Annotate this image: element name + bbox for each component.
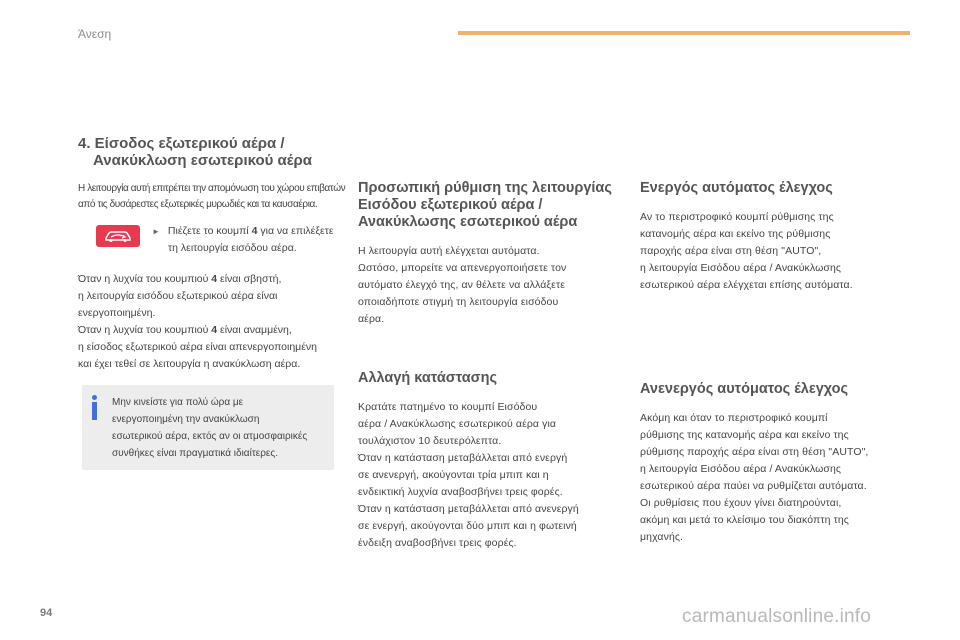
car-recirculation-icon: [96, 225, 140, 247]
personal-settings-title: Προσωπική ρύθμιση της λειτουργίας Εισόδου εξωτερικού αέρα / Ανακύκλωσης εσωτερικού αέρα: [358, 180, 612, 230]
button-instruction: [78, 223, 348, 257]
info-icon: [89, 395, 99, 423]
button-instruction-text: ► Πιέζετε το κουμπί 4 για να επιλέξετε τη λειτουργία εισόδου αέρα.: [152, 225, 334, 254]
section-4-intro: Η λειτουργία αυτή επιτρέπει την απομόνωση του χώρου επιβατών από τις δυσάρεστες εξωτερικές μυρωδιές και τα καυσαέρια.: [78, 183, 346, 210]
header-accent-rule: [458, 31, 910, 35]
inactive-auto-text: Ακόμη και όταν το περιστροφικό κουμπί ρύθμισης της κατανομής αέρα και εκείνο της ρύθμισης παροχής αέρα είναι στη θέση "AUTO", η λειτουργία Εισόδου αέρα / Ανακύκλωσης εσωτερικού αέρα παύει να ρυθμίζεται αυτόματα. Οι ρυθμίσεις που έχουν γίνει διατηρούνται, ακόμη και μετά το κλείσιμο του διακόπτη της μηχανής.: [640, 412, 869, 543]
watermark: carmanualsonline.info: [682, 606, 872, 627]
personal-settings-text: Η λειτουργία αυτή ελέγχεται αυτόματα. Ωστόσο, μπορείτε να απενεργοποιήσετε τον αυτόματο έλεγχό της, αν θέλετε να αλλάξετε οποιαδήποτε στιγμή τη λειτουργία εισόδου αέρα.: [358, 245, 567, 325]
section-4-body: Όταν η λυχνία του κουμπιού 4 είναι σβηστή, η λειτουργία εισόδου εξωτερικού αέρα είναι ενεργοποιημένη. Όταν η λυχνία του κουμπιού 4 είναι αναμμένη, η είσοδος εξωτερικού αέρα είναι απενεργοποιημένη και έχει τεθεί σε λειτουργία η ανακύκλωση αέρα.: [78, 273, 318, 370]
section-4-title: 4. Είσοδος εξωτερικού αέρα / Ανακύκλωση εσωτερικού αέρα: [78, 135, 313, 169]
chapter-title: Άνεση: [78, 27, 112, 41]
inactive-auto-title: Ανενεργός αυτόματος έλεγχος: [640, 381, 849, 397]
inactive-auto-section: [640, 381, 912, 546]
section-4-column: [78, 135, 348, 470]
active-auto-text: Αν το περιστροφικό κουμπί ρύθμισης της κατανομής αέρα και εκείνο της ρύθμισης παροχής αέρα είναι στη θέση "AUTO", η λειτουργία Εισόδου αέρα / Ανακύκλωσης εσωτερικού αέρα ελέγχεται επίσης αυτόματα.: [640, 211, 853, 291]
change-state-title: Αλλαγή κατάστασης: [358, 370, 498, 386]
page-number: 94: [40, 607, 53, 619]
personal-settings-column: [358, 180, 626, 552]
change-state-text: Κρατάτε πατημένο το κουμπί Εισόδου αέρα / Ανακύκλωσης εσωτερικού αέρα για τουλάχιστον 10 δευτερόλεπτα. Όταν η κατάσταση μεταβάλλεται από ενεργή σε ανενεργή, ακούγονται τρία μπιπ και η ενδεικτική λυχνία αναβοσβήνει τρεις φορές. Όταν η κατάσταση μεταβάλλεται από ανενεργή σε ενεργή, ακούγονται δύο μπιπ και η φωτεινή ένδειξη αναβοσβήνει τρεις φορές.: [358, 401, 579, 549]
change-state-section: [358, 370, 626, 552]
automatic-control-column: [640, 180, 912, 546]
bullet-arrow-icon: ►: [152, 227, 160, 236]
info-note-box: Μην κινείστε για πολύ ώρα με ενεργοποιημένη την ανακύκλωση εσωτερικού αέρα, εκτός αν οι ατμοσφαιρικές συνθήκες είναι πραγματικά ιδιαίτερες.: [82, 385, 334, 470]
active-auto-title: Ενεργός αυτόματος έλεγχος: [640, 180, 833, 196]
